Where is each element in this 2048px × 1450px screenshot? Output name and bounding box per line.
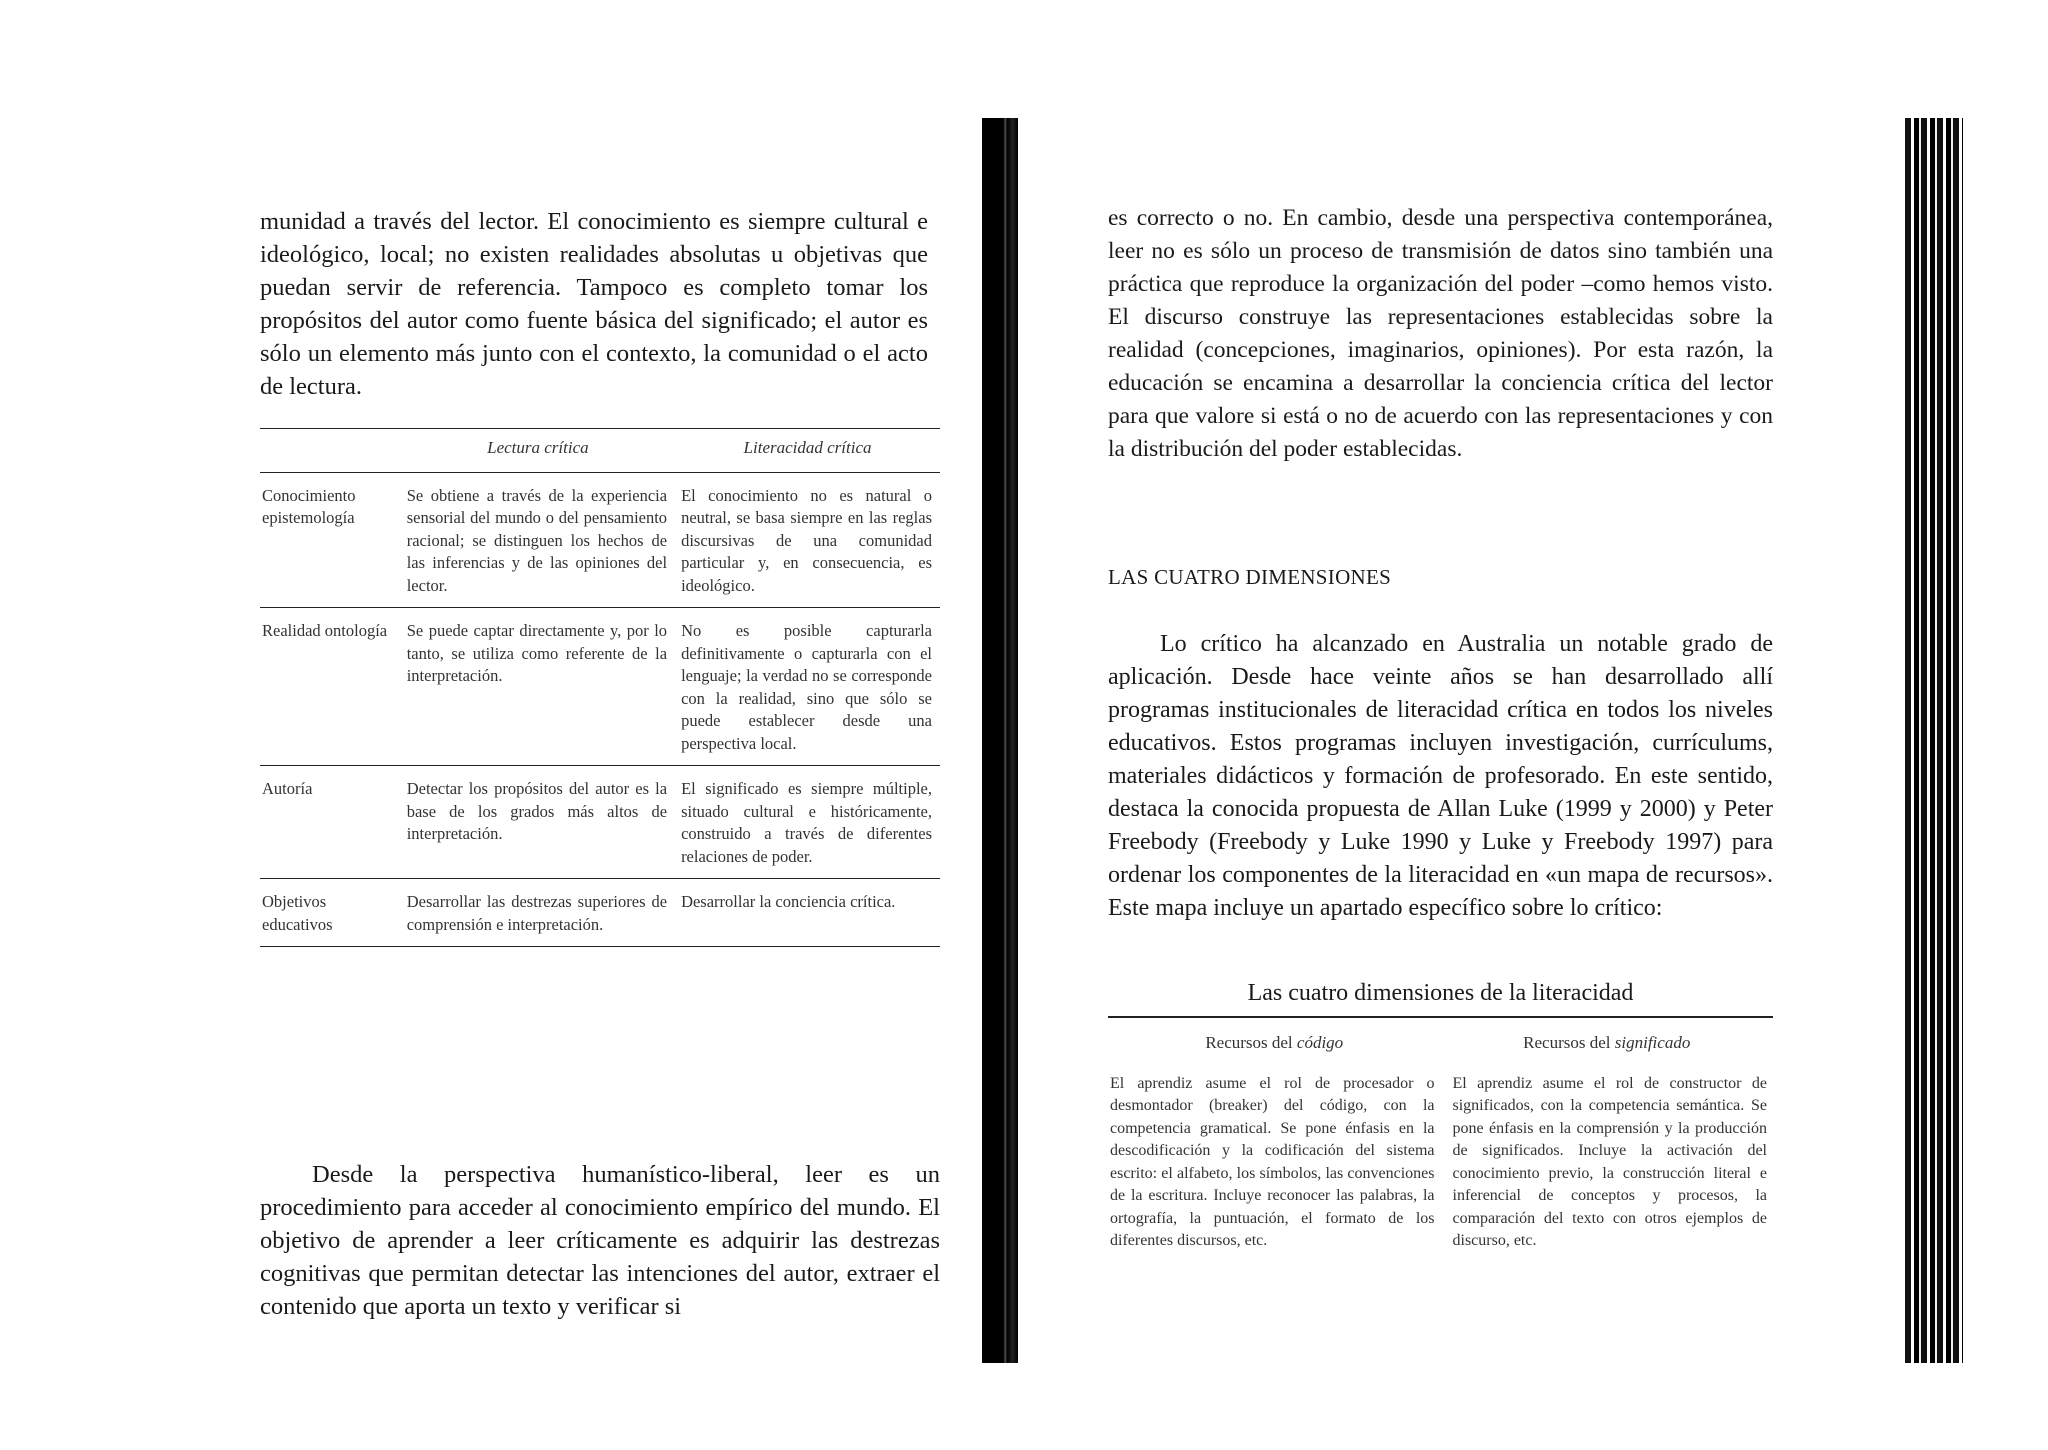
dimensions-header-row <box>1108 1017 1773 1073</box>
section-paragraph: Lo crítico ha alcanzado en Australia un notable grado de aplicación. Desde hace veinte años se han desarrollado allí programas institucionales de literacidad crítica en todos los niveles educativos. Estos programas incluyen investigación, currículums, materiales didácticos y formación de profesorado. En este sentido, destaca la conocida propuesta de Allan Luke (1999 y 2000) y Peter Freebody (Freebody y Luke 1990 y Luke y Freebody 1997) para ordenar los componentes de la literacidad en «un mapa de recursos». Este mapa incluye un apartado específico sobre lo crítico: <box>1108 631 1773 921</box>
literacidad-cell: No es posible capturarla definitivamente o capturarla con el lenguaje; la verdad no se corresponde con la realidad, sino que sólo se puede establecer desde una perspectiva local. <box>675 608 940 766</box>
lectura-cell: Detectar los propósitos del autor es la base de los grados más altos de interpretación. <box>401 766 675 879</box>
dimensions-header-codigo <box>1108 1017 1441 1073</box>
table-row <box>1108 1073 1773 1253</box>
row-label: Conocimiento epistemología <box>260 472 401 608</box>
comparison-header-empty <box>260 429 401 473</box>
row-label: Realidad ontología <box>260 608 401 766</box>
header-prefix: Recursos del <box>1523 1033 1615 1052</box>
literacidad-cell: El significado es siempre múltiple, situado cultural e históricamente, construido a través de diferentes relaciones de poder. <box>675 766 940 879</box>
lectura-cell: Desarrollar las destrezas superiores de comprensión e interpretación. <box>401 879 675 947</box>
lectura-cell: Se obtiene a través de la experiencia sensorial del mundo o del pensamiento racional; se distinguen los hechos de las inferencias y de las opiniones del lector. <box>401 472 675 608</box>
table-row <box>260 472 940 608</box>
lectura-cell: Se puede captar directamente y, por lo tanto, se utiliza como referente de la interpretación. <box>401 608 675 766</box>
table-row <box>260 766 940 879</box>
significado-cell: El aprendiz asume el rol de constructor de significados, con la competencia semántica. Se pone énfasis en la comprensión y la producción de significados. Incluye la activación del conocimiento previo, la construcción literal e inferencial de conceptos y procesos, la comparación del texto con otros ejemplos de discurso, etc. <box>1452 1074 1767 1249</box>
header-term: código <box>1296 1033 1344 1052</box>
left-page <box>0 0 990 1450</box>
comparison-table <box>260 428 940 947</box>
table-row <box>260 879 940 947</box>
comparison-header-lectura: Lectura crítica <box>401 429 675 473</box>
literacidad-cell: Desarrollar la conciencia crítica. <box>675 879 940 947</box>
dimensions-table <box>1108 1016 1773 1253</box>
left-bottom-paragraph: Desde la perspectiva humanístico-liberal, leer es un procedimiento para acceder al conocimiento empírico del mundo. El objetivo de aprender a leer críticamente es adquirir las destrezas cognitivas que permitan detectar las intenciones del autor, extraer el contenido que aporta un texto y verificar si <box>260 1161 940 1320</box>
codigo-cell: El aprendiz asume el rol de procesador o desmontador (breaker) del código, con la competencia gramatical. Se pone énfasis en la descodificación y la codificación del sistema escrito: el alfabeto, los símbolos, las convenciones de la escritura. Incluye reconocer las palabras, la ortografía, la puntuación, el formato de los diferentes discursos, etc. <box>1110 1074 1435 1249</box>
right-top-paragraph: es correcto o no. En cambio, desde una perspectiva contemporánea, leer no es sólo un proceso de transmisión de datos sino también una práctica que reproduce la organización del poder –como hemos visto. El discurso construye las representaciones establecidas sobre la realidad (concepciones, imaginarios, opiniones). Por esta razón, la educación se encamina a desarrollar la conciencia crítica del lector para que valore si está o no de acuerdo con las representaciones y con la distribución del poder establecidas. <box>1108 205 1773 462</box>
dimensions-header-significado <box>1441 1017 1774 1073</box>
page-edge-shadow <box>1905 118 1963 1363</box>
section-heading: LAS CUATRO DIMENSIONES <box>1108 565 1392 589</box>
row-label: Objetivos educativos <box>260 879 401 947</box>
comparison-header-literacidad: Literacidad crítica <box>675 429 940 473</box>
header-term: significado <box>1614 1033 1691 1052</box>
table-row <box>260 608 940 766</box>
comparison-table-header-row <box>260 429 940 473</box>
row-label: Autoría <box>260 766 401 879</box>
header-prefix: Recursos del <box>1205 1033 1297 1052</box>
dimensions-table-title: Las cuatro dimensiones de la literacidad <box>1247 980 1634 1006</box>
left-top-paragraph: munidad a través del lector. El conocimiento es siempre cultural e ideológico, local; no existen realidades absolutas u objetivas que puedan servir de referencia. Tampoco es completo tomar los propósitos del autor como fuente básica del significado; el autor es sólo un elemento más junto con el contexto, la comunidad o el acto de lectura. <box>260 208 928 400</box>
literacidad-cell: El conocimiento no es natural o neutral, se basa siempre en las reglas discursivas de una comunidad particular y, en consecuencia, es ideológico. <box>675 472 940 608</box>
